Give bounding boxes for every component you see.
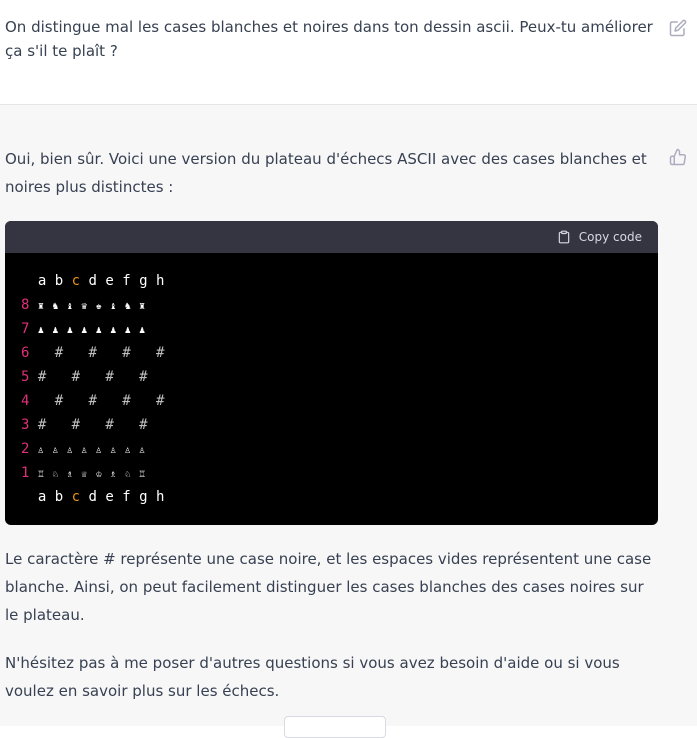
copy-code-button[interactable] xyxy=(557,228,642,246)
code-content xyxy=(5,253,658,509)
assistant-closing: N'hésitez pas à me poser d'autres questions si vous avez besoin d'aide ou si vous voulez en savoir plus sur les échecs. xyxy=(5,654,620,700)
copy-code-label: Copy code xyxy=(578,230,642,244)
code-line: 1 ♖ ♘ ♗ ♕ ♔ ♗ ♘ ♖ xyxy=(21,465,146,481)
thumbs-up-icon[interactable] xyxy=(669,148,687,166)
code-line: a b c d e f g h xyxy=(37,489,165,505)
regenerate-button[interactable] xyxy=(284,716,386,738)
code-line: 4 # # # # xyxy=(21,393,165,409)
code-line: 5 # # # # xyxy=(21,369,148,385)
code-block-header xyxy=(5,221,658,253)
user-message-text: On distingue mal les cases blanches et noires dans ton dessin ascii. Peux-tu améliorer ça s'il te plaît ? xyxy=(5,18,653,60)
assistant-explanation: Le caractère # représente une case noire, et les espaces vides représentent une case blanche. Ainsi, on peut facilement distinguer les cases blanches des cases noires sur le plateau. xyxy=(5,550,652,624)
user-message xyxy=(0,0,697,105)
code-line: a b c d e f g h xyxy=(37,273,165,289)
code-block xyxy=(5,221,658,525)
assistant-message xyxy=(0,105,697,726)
code-line: 3 # # # # xyxy=(21,417,148,433)
clipboard-icon xyxy=(557,229,571,245)
code-line: 2 ♙ ♙ ♙ ♙ ♙ ♙ ♙ ♙ xyxy=(21,441,146,457)
code-line: 6 # # # # xyxy=(21,345,165,361)
code-line: 8 ♜ ♞ ♝ ♛ ♚ ♝ ♞ ♜ xyxy=(21,297,146,313)
code-line: 7 ♟ ♟ ♟ ♟ ♟ ♟ ♟ ♟ xyxy=(21,321,146,337)
edit-icon[interactable] xyxy=(669,19,687,37)
assistant-intro: Oui, bien sûr. Voici une version du plateau d'échecs ASCII avec des cases blanches et noires plus distinctes : xyxy=(5,150,647,196)
